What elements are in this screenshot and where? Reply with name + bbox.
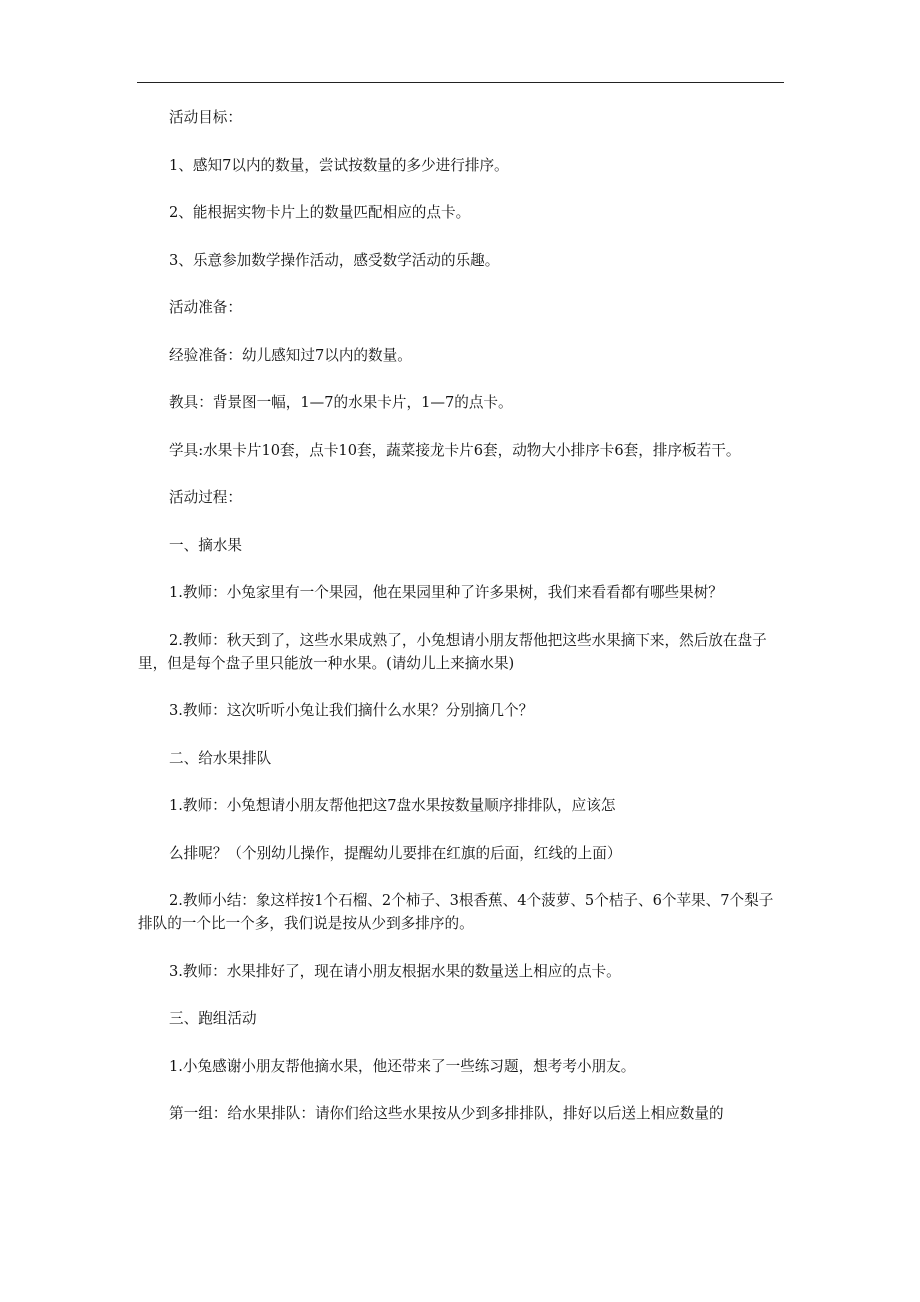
experience-prep: 经验准备：幼儿感知过7以内的数量。 (169, 346, 412, 364)
section-2-title: 二、给水果排队 (169, 749, 272, 767)
section-2-step-3: 3.教师：水果排好了，现在请小朋友根据水果的数量送上相应的点卡。 (169, 962, 621, 980)
section-2-step-1: 1.教师：小兔想请小朋友帮他把这7盘水果按数量顺序排排队，应该怎 (169, 797, 616, 814)
objective-2: 2、能根据实物卡片上的数量匹配相应的点卡。 (169, 204, 471, 221)
section-1-step-3: 3.教师：这次听听小兔让我们摘什么水果？分别摘几个？ (169, 702, 534, 719)
section-3-title: 三、跑组活动 (169, 1010, 257, 1027)
section-2-step-2: 2.教师小结：象这样按1个石榴、2个柿子、3根香蕉、4个菠萝、5个桔子、6个苹果、7个梨子排队的一个比一个多，我们说是按从少到多排序的。 (138, 892, 774, 932)
heading-preparation: 活动准备： (169, 299, 242, 316)
teaching-aids: 教具：背景图一幅，1—7的水果卡片，1—7的点卡。 (169, 394, 513, 411)
document-body (138, 106, 786, 1125)
section-2-step-1-cont: 么排呢？（个别幼儿操作，提醒幼儿要排在红旗的后面，红线的上面） (169, 844, 622, 862)
objective-3: 3、乐意参加数学操作活动，感受数学活动的乐趣。 (169, 251, 500, 269)
heading-process: 活动过程： (169, 489, 242, 506)
section-1-step-1: 1.教师：小兔家里有一个果园，他在果园里种了许多果树，我们来看看都有哪些果树？ (169, 584, 723, 601)
group-1-text: 第一组：给水果排队：请你们给这些水果按从少到多排排队，排好以后送上相应数量的 (169, 1105, 724, 1122)
section-3-step-1: 1.小兔感谢小朋友帮他摘水果，他还带来了一些练习题，想考考小朋友。 (169, 1057, 636, 1075)
header-rule (137, 82, 784, 83)
section-1-step-2: 2.教师：秋天到了，这些水果成熟了，小兔想请小朋友帮他把这些水果摘下来，然后放在盘子里，但是每个盘子里只能放一种水果。(请幼儿上来摘水果) (138, 631, 767, 672)
section-1-title: 一、摘水果 (169, 536, 242, 554)
learning-aids: 学具:水果卡片10套，点卡10套，蔬菜接龙卡片6套，动物大小排序卡6套，排序板若干。 (169, 441, 741, 459)
objective-1: 1、感知7以内的数量，尝试按数量的多少进行排序。 (169, 156, 509, 174)
heading-objectives: 活动目标： (169, 109, 242, 126)
